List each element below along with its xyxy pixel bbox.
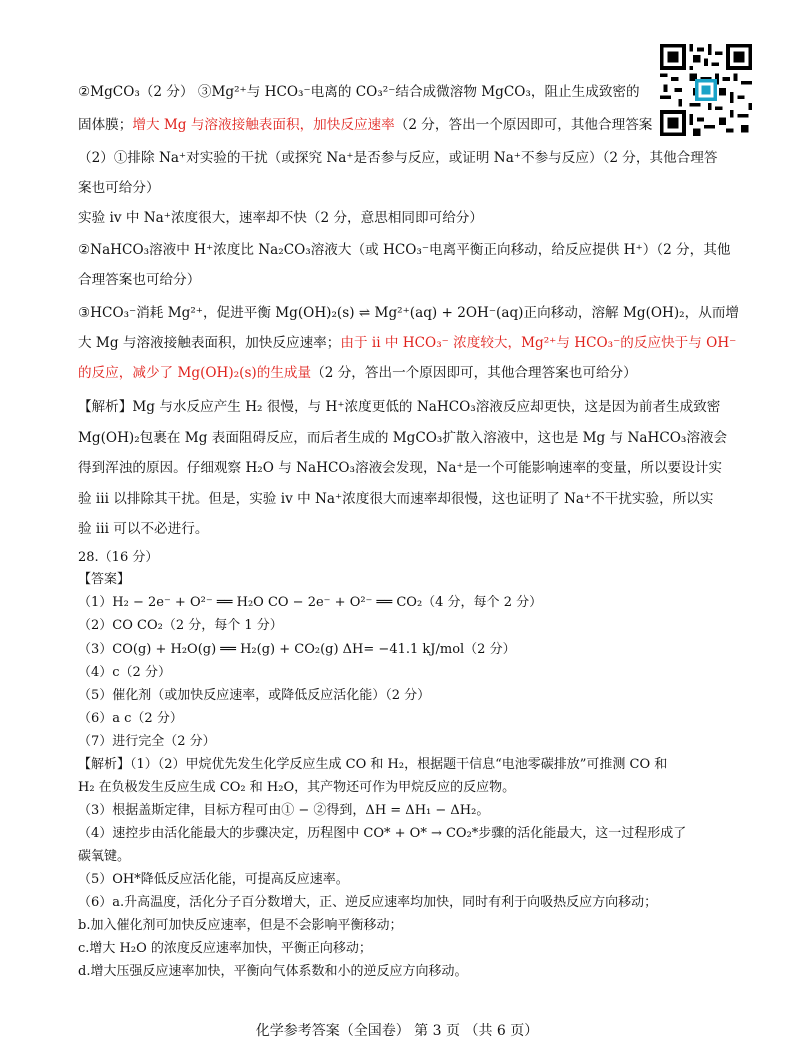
text-line: （2）CO CO₂（2 分，每个 1 分） bbox=[78, 618, 283, 633]
text-line: ②NaHCO₃溶液中 H⁺浓度比 Na₂CO₃溶液大（或 HCO₃⁻电离平衡正向移动，给反应提供 H⁺）（2 分，其他 bbox=[78, 242, 731, 258]
text-line: 得到浑浊的原因。仔细观察 H₂O 与 NaHCO₃溶液会发现，Na⁺是一个可能影响速率的变量，所以要设计实 bbox=[78, 460, 722, 476]
text-line: 碳氧键。 bbox=[78, 849, 131, 864]
page-footer: 化学参考答案（全国卷） 第 3 页 （共 6 页） bbox=[255, 1023, 539, 1039]
text-line: （6）a.升高温度，活化分子百分数增大，正、逆反应速率均加快，同时有利于向吸热反应方向移动； bbox=[78, 895, 658, 910]
text-line: （5）催化剂（或加快反应速率，或降低反应活化能）（2 分） bbox=[78, 688, 431, 703]
text-line: c.增大 H₂O 的浓度反应速率加快，平衡正向移动； bbox=[78, 941, 372, 956]
text-line: （1）H₂ − 2e⁻ + O²⁻ ══ H₂O CO − 2e⁻ + O²⁻ ══ CO₂（4 分，每个 2 分） bbox=[78, 595, 543, 610]
text-line: Mg(OH)₂包裹在 Mg 表面阻碍反应，而后者生成的 MgCO₃扩散入溶液中，这也是 Mg 与 NaHCO₃溶液会 bbox=[78, 430, 728, 446]
text-line: （5）OH*降低反应活化能，可提高反应速率。 bbox=[78, 872, 349, 887]
text-line: d.增大压强反应速率加快，平衡向气体系数和小的逆反应方向移动。 bbox=[78, 964, 468, 979]
text-line: 案也可给分） bbox=[78, 180, 160, 196]
text-line: （4）c（2 分） bbox=[78, 665, 171, 680]
text-line: （7）进行完全（2 分） bbox=[78, 734, 216, 749]
text-line: （3）根据盖斯定律，目标方程可由① − ②得到，ΔH = ΔH₁ − ΔH₂。 bbox=[78, 803, 490, 818]
text-line: 大 Mg 与溶液接触表面积，加快反应速率；由于 ii 中 HCO₃⁻ 浓度较大，Mg²⁺与 HCO₃⁻的反应快于与 OH⁻ bbox=[78, 335, 737, 351]
text-line: （6）a c（2 分） bbox=[78, 711, 183, 726]
answer-heading: 【答案】 bbox=[78, 572, 131, 587]
text-line: （4）速控步由活化能最大的步骤决定，历程图中 CO* + O* → CO₂*步骤的活化能最大，这一过程形成了 bbox=[78, 826, 687, 841]
text-line: 固体膜；增大 Mg 与溶液接触表面积，加快反应速率（2 分，答出一个原因即可，其他合理答案 bbox=[78, 117, 653, 133]
text-line: ②MgCO₃（2 分） ③Mg²⁺与 HCO₃⁻电离的 CO₃²⁻结合成微溶物 MgCO₃，阻止生成致密的 bbox=[78, 84, 640, 100]
text-line: 实验 iv 中 Na⁺浓度很大，速率却不快（2 分，意思相同即可给分） bbox=[78, 210, 483, 226]
text-line: 验 iii 可以不必进行。 bbox=[78, 521, 209, 537]
text-line: （3）CO(g) + H₂O(g) ══ H₂(g) + CO₂(g) ΔH= −41.1 kJ/mol（2 分） bbox=[78, 642, 516, 657]
text-line: ③HCO₃⁻消耗 Mg²⁺，促进平衡 Mg(OH)₂(s) ⇌ Mg²⁺(aq) + 2OH⁻(aq)正向移动，溶解 Mg(OH)₂，从而增 bbox=[78, 305, 740, 321]
text-line: 【解析】（1）（2）甲烷优先发生化学反应生成 CO 和 H₂，根据题干信息“电池零碳排放”可推测 CO 和 bbox=[78, 757, 668, 772]
text-line: 验 iii 以排除其干扰。但是，实验 iv 中 Na⁺浓度很大而速率却很慢，这也证明了 Na⁺不干扰实验，所以实 bbox=[78, 491, 714, 507]
text-line: 【解析】Mg 与水反应产生 H₂ 很慢，与 H⁺浓度更低的 NaHCO₃溶液反应却更快，这是因为前者生成致密 bbox=[78, 399, 721, 415]
text-line: H₂ 在负极发生反应生成 CO₂ 和 H₂O，其产物还可作为甲烷反应的反应物。 bbox=[78, 780, 516, 795]
text-line: 合理答案也可给分） bbox=[78, 272, 201, 288]
text-line: b.加入催化剂可加快反应速率，但是不会影响平衡移动； bbox=[78, 918, 403, 933]
text-line: 的反应，减少了 Mg(OH)₂(s)的生成量（2 分，答出一个原因即可，其他合理答案也可给分） bbox=[78, 365, 637, 381]
qr-code-image[interactable] bbox=[660, 44, 752, 136]
text-line: （2）①排除 Na⁺对实验的干扰（或探究 Na⁺是否参与反应，或证明 Na⁺不参与反应）（2 分，其他合理答 bbox=[78, 150, 718, 166]
question-number: 28.（16 分） bbox=[78, 550, 159, 565]
